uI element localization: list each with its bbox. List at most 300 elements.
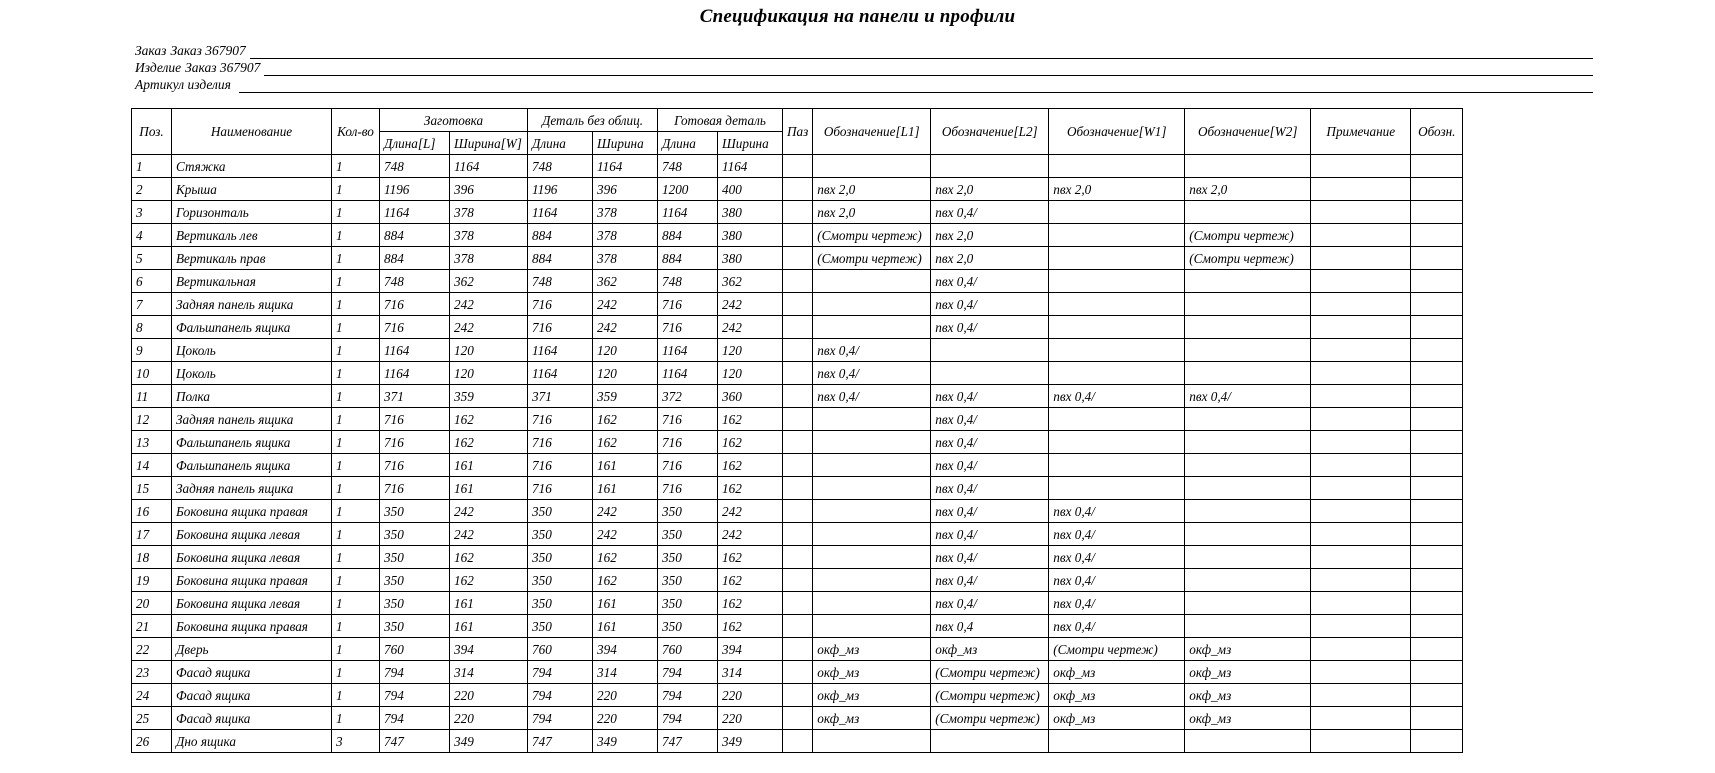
table-cell: 716 bbox=[380, 477, 450, 500]
table-cell: пвх 0,4/ bbox=[931, 316, 1049, 339]
table-cell bbox=[1185, 362, 1311, 385]
table-row bbox=[132, 707, 1463, 730]
table-cell bbox=[1049, 224, 1185, 247]
table-row bbox=[132, 730, 1463, 753]
table-cell bbox=[783, 155, 813, 178]
table-cell: 7 bbox=[132, 293, 172, 316]
table-cell: 5 bbox=[132, 247, 172, 270]
table-cell bbox=[1311, 431, 1411, 454]
table-cell: 162 bbox=[450, 431, 528, 454]
header-field-order bbox=[135, 42, 1593, 59]
table-cell: 242 bbox=[593, 500, 658, 523]
table-cell: 1164 bbox=[718, 155, 783, 178]
table-cell bbox=[1049, 316, 1185, 339]
table-cell: окф_мз bbox=[1185, 661, 1311, 684]
header-field-article bbox=[135, 76, 1593, 93]
table-cell bbox=[1311, 500, 1411, 523]
table-cell bbox=[813, 523, 931, 546]
table-cell bbox=[1311, 178, 1411, 201]
table-cell: 884 bbox=[658, 247, 718, 270]
table-cell bbox=[1311, 546, 1411, 569]
table-cell: 242 bbox=[450, 523, 528, 546]
table-row bbox=[132, 385, 1463, 408]
table-cell: 25 bbox=[132, 707, 172, 730]
table-cell: 350 bbox=[528, 569, 593, 592]
table-cell bbox=[1049, 431, 1185, 454]
table-cell bbox=[1311, 569, 1411, 592]
table-cell: 1 bbox=[332, 339, 380, 362]
table-cell: 394 bbox=[718, 638, 783, 661]
table-cell: 1 bbox=[332, 615, 380, 638]
table-cell: 162 bbox=[718, 569, 783, 592]
table-cell bbox=[1411, 293, 1463, 316]
table-cell bbox=[1411, 546, 1463, 569]
table-cell: окф_мз bbox=[1049, 661, 1185, 684]
table-cell bbox=[783, 707, 813, 730]
table-cell: 1200 bbox=[658, 178, 718, 201]
table-cell: 161 bbox=[450, 454, 528, 477]
table-cell bbox=[1049, 201, 1185, 224]
table-cell: окф_мз bbox=[1049, 707, 1185, 730]
table-cell bbox=[1311, 247, 1411, 270]
table-cell: 794 bbox=[380, 661, 450, 684]
table-cell: 350 bbox=[380, 592, 450, 615]
table-cell: Задняя панель ящика bbox=[172, 408, 332, 431]
table-cell: 716 bbox=[380, 408, 450, 431]
table-cell: окф_мз bbox=[931, 638, 1049, 661]
table-row bbox=[132, 408, 1463, 431]
table-cell: 716 bbox=[658, 293, 718, 316]
table-cell bbox=[931, 155, 1049, 178]
table-cell: 242 bbox=[718, 500, 783, 523]
table-cell bbox=[1185, 431, 1311, 454]
table-cell: 716 bbox=[528, 431, 593, 454]
table-cell: 242 bbox=[593, 523, 658, 546]
table-cell: 748 bbox=[528, 155, 593, 178]
table-cell bbox=[1311, 454, 1411, 477]
table-cell: 120 bbox=[718, 362, 783, 385]
table-cell: 1164 bbox=[593, 155, 658, 178]
table-cell: 372 bbox=[658, 385, 718, 408]
table-cell: пвх 0,4/ bbox=[1049, 592, 1185, 615]
table-cell: 394 bbox=[593, 638, 658, 661]
table-cell: 120 bbox=[450, 339, 528, 362]
table-cell: 794 bbox=[528, 707, 593, 730]
header-label-article: Артикул изделия bbox=[135, 77, 231, 92]
table-row bbox=[132, 684, 1463, 707]
table-cell: 1 bbox=[332, 270, 380, 293]
table-cell: 1 bbox=[332, 477, 380, 500]
table-cell bbox=[783, 247, 813, 270]
table-cell: 362 bbox=[593, 270, 658, 293]
table-cell: 161 bbox=[593, 477, 658, 500]
table-cell: 314 bbox=[718, 661, 783, 684]
table-cell: пвх 0,4/ bbox=[1049, 615, 1185, 638]
table-cell: 794 bbox=[658, 661, 718, 684]
table-cell: 760 bbox=[528, 638, 593, 661]
table-cell: 8 bbox=[132, 316, 172, 339]
table-cell: 1 bbox=[332, 155, 380, 178]
table-row bbox=[132, 339, 1463, 362]
col-header-gotovaya-length: Длина bbox=[658, 132, 718, 155]
col-header-paz: Паз bbox=[783, 109, 813, 155]
table-cell bbox=[1411, 500, 1463, 523]
table-cell: 350 bbox=[658, 500, 718, 523]
table-cell bbox=[1411, 224, 1463, 247]
table-cell: 13 bbox=[132, 431, 172, 454]
table-cell: 747 bbox=[528, 730, 593, 753]
table-cell: 162 bbox=[718, 454, 783, 477]
table-cell: 747 bbox=[658, 730, 718, 753]
table-cell bbox=[1411, 684, 1463, 707]
table-cell bbox=[1049, 477, 1185, 500]
table-row bbox=[132, 500, 1463, 523]
table-cell bbox=[1411, 615, 1463, 638]
table-cell: 1 bbox=[332, 454, 380, 477]
table-cell: (Смотри чертеж) bbox=[931, 684, 1049, 707]
table-cell: Фальшпанель ящика bbox=[172, 454, 332, 477]
table-row bbox=[132, 293, 1463, 316]
table-cell bbox=[783, 454, 813, 477]
table-cell: 1164 bbox=[380, 339, 450, 362]
table-cell: 350 bbox=[380, 523, 450, 546]
table-cell: 349 bbox=[593, 730, 658, 753]
table-cell: 716 bbox=[658, 316, 718, 339]
table-row bbox=[132, 201, 1463, 224]
header-rule-product bbox=[264, 62, 1593, 76]
table-cell bbox=[1185, 546, 1311, 569]
table-cell bbox=[1411, 730, 1463, 753]
table-cell: 162 bbox=[593, 408, 658, 431]
table-cell bbox=[1411, 592, 1463, 615]
table-cell: 349 bbox=[450, 730, 528, 753]
table-cell: 14 bbox=[132, 454, 172, 477]
table-cell: 1 bbox=[332, 385, 380, 408]
col-header-l2: Обозначение[L2] bbox=[931, 109, 1049, 155]
table-cell: пвх 0,4/ bbox=[931, 385, 1049, 408]
table-cell: пвх 0,4/ bbox=[1049, 523, 1185, 546]
table-cell: 716 bbox=[380, 454, 450, 477]
table-header-group-row bbox=[132, 109, 1463, 132]
table-cell: 350 bbox=[380, 500, 450, 523]
table-row bbox=[132, 523, 1463, 546]
table-cell: 1 bbox=[332, 500, 380, 523]
table-cell: 9 bbox=[132, 339, 172, 362]
table-cell: 1 bbox=[332, 178, 380, 201]
table-cell: 716 bbox=[380, 293, 450, 316]
table-cell: 21 bbox=[132, 615, 172, 638]
table-cell: 1164 bbox=[528, 339, 593, 362]
table-cell bbox=[1411, 201, 1463, 224]
table-cell: 362 bbox=[718, 270, 783, 293]
table-cell: пвх 2,0 bbox=[931, 178, 1049, 201]
col-header-pos: Поз. bbox=[132, 109, 172, 155]
table-cell: пвх 0,4/ bbox=[1185, 385, 1311, 408]
table-cell: 24 bbox=[132, 684, 172, 707]
table-cell: пвх 0,4/ bbox=[931, 270, 1049, 293]
header-value-product: Заказ 367907 bbox=[185, 60, 261, 75]
col-header-detal-length: Длина bbox=[528, 132, 593, 155]
table-cell: 748 bbox=[658, 155, 718, 178]
table-cell: Боковина ящика правая bbox=[172, 615, 332, 638]
table-row bbox=[132, 592, 1463, 615]
table-cell: пвх 2,0 bbox=[1049, 178, 1185, 201]
table-cell: 350 bbox=[528, 523, 593, 546]
table-cell bbox=[783, 408, 813, 431]
table-cell bbox=[813, 500, 931, 523]
table-cell: 350 bbox=[380, 615, 450, 638]
table-cell: 1 bbox=[332, 707, 380, 730]
table-cell: Боковина ящика правая bbox=[172, 500, 332, 523]
table-cell: 11 bbox=[132, 385, 172, 408]
table-cell bbox=[783, 500, 813, 523]
table-cell bbox=[813, 546, 931, 569]
table-row bbox=[132, 178, 1463, 201]
col-header-name: Наименование bbox=[172, 109, 332, 155]
table-cell: (Смотри чертеж) bbox=[1049, 638, 1185, 661]
table-row bbox=[132, 661, 1463, 684]
table-cell: Боковина ящика правая bbox=[172, 569, 332, 592]
group-header-detal-bez-oblic: Деталь без облиц. bbox=[528, 109, 658, 132]
table-cell bbox=[1049, 293, 1185, 316]
table-cell bbox=[1049, 730, 1185, 753]
table-cell: (Смотри чертеж) bbox=[1185, 247, 1311, 270]
table-cell: 747 bbox=[380, 730, 450, 753]
table-cell: пвх 0,4/ bbox=[931, 201, 1049, 224]
table-cell bbox=[783, 385, 813, 408]
table-cell bbox=[1311, 270, 1411, 293]
table-cell: Задняя панель ящика bbox=[172, 293, 332, 316]
table-cell: 359 bbox=[450, 385, 528, 408]
table-cell bbox=[813, 477, 931, 500]
table-cell: 314 bbox=[593, 661, 658, 684]
header-rule-article bbox=[239, 79, 1593, 93]
table-cell: Цоколь bbox=[172, 339, 332, 362]
table-cell bbox=[1185, 270, 1311, 293]
table-cell: Фальшпанель ящика bbox=[172, 431, 332, 454]
table-cell bbox=[813, 155, 931, 178]
table-cell: 162 bbox=[718, 546, 783, 569]
table-cell: Фасад ящика bbox=[172, 684, 332, 707]
table-cell: 1 bbox=[332, 362, 380, 385]
table-cell bbox=[1411, 523, 1463, 546]
table-cell: (Смотри чертеж) bbox=[813, 247, 931, 270]
table-cell: 18 bbox=[132, 546, 172, 569]
table-cell: Вертикаль прав bbox=[172, 247, 332, 270]
table-cell: 350 bbox=[658, 569, 718, 592]
table-cell bbox=[813, 316, 931, 339]
header-field-product bbox=[135, 59, 1593, 76]
table-cell: 716 bbox=[528, 477, 593, 500]
table-cell bbox=[931, 362, 1049, 385]
table-cell: пвх 0,4/ bbox=[931, 592, 1049, 615]
col-header-l1: Обозначение[L1] bbox=[813, 109, 931, 155]
table-cell: 716 bbox=[528, 454, 593, 477]
table-cell bbox=[783, 684, 813, 707]
table-cell: 380 bbox=[718, 247, 783, 270]
table-cell: 362 bbox=[450, 270, 528, 293]
table-cell: Фальшпанель ящика bbox=[172, 316, 332, 339]
table-cell: пвх 2,0 bbox=[813, 178, 931, 201]
table-cell: 120 bbox=[718, 339, 783, 362]
table-cell bbox=[813, 592, 931, 615]
table-cell: 242 bbox=[450, 316, 528, 339]
table-cell: 220 bbox=[593, 707, 658, 730]
table-cell: 349 bbox=[718, 730, 783, 753]
table-cell: пвх 0,4 bbox=[931, 615, 1049, 638]
table-row bbox=[132, 155, 1463, 178]
table-cell bbox=[783, 362, 813, 385]
table-cell: Цоколь bbox=[172, 362, 332, 385]
table-cell: 242 bbox=[718, 523, 783, 546]
table-cell: пвх 0,4/ bbox=[931, 523, 1049, 546]
table-cell: 162 bbox=[450, 569, 528, 592]
table-cell: Вертикаль лев bbox=[172, 224, 332, 247]
table-cell bbox=[1411, 316, 1463, 339]
table-cell: 794 bbox=[380, 707, 450, 730]
table-row bbox=[132, 477, 1463, 500]
table-cell: пвх 0,4/ bbox=[1049, 569, 1185, 592]
table-cell: 2 bbox=[132, 178, 172, 201]
table-cell bbox=[1411, 454, 1463, 477]
table-cell: 1 bbox=[132, 155, 172, 178]
table-cell: 1 bbox=[332, 638, 380, 661]
table-cell: 1164 bbox=[658, 362, 718, 385]
table-cell: 1164 bbox=[380, 201, 450, 224]
table-row bbox=[132, 569, 1463, 592]
table-cell bbox=[1185, 339, 1311, 362]
table-head bbox=[132, 109, 1463, 155]
table-cell bbox=[1185, 408, 1311, 431]
table-cell: 794 bbox=[658, 707, 718, 730]
col-header-obozn: Обозн. bbox=[1411, 109, 1463, 155]
table-cell bbox=[783, 638, 813, 661]
table-row bbox=[132, 270, 1463, 293]
table-cell: Фасад ящика bbox=[172, 661, 332, 684]
table-cell: 3 bbox=[332, 730, 380, 753]
table-cell bbox=[1411, 247, 1463, 270]
table-cell bbox=[1049, 155, 1185, 178]
table-cell: 1 bbox=[332, 408, 380, 431]
table-cell bbox=[1411, 362, 1463, 385]
table-cell: Стяжка bbox=[172, 155, 332, 178]
table-cell: 220 bbox=[450, 707, 528, 730]
table-cell: 161 bbox=[450, 615, 528, 638]
table-cell: 242 bbox=[593, 316, 658, 339]
group-header-gotovaya-detal: Готовая деталь bbox=[658, 109, 783, 132]
table-cell bbox=[1311, 684, 1411, 707]
table-cell bbox=[1311, 477, 1411, 500]
table-cell: пвх 0,4/ bbox=[931, 431, 1049, 454]
table-cell: 378 bbox=[450, 201, 528, 224]
table-cell bbox=[783, 546, 813, 569]
table-cell: 371 bbox=[380, 385, 450, 408]
table-cell bbox=[813, 431, 931, 454]
table-cell bbox=[1185, 155, 1311, 178]
table-cell: 1164 bbox=[658, 201, 718, 224]
table-cell: Дно ящика bbox=[172, 730, 332, 753]
table-cell bbox=[1311, 339, 1411, 362]
table-cell: Боковина ящика левая bbox=[172, 592, 332, 615]
table-cell: 314 bbox=[450, 661, 528, 684]
col-header-note: Примечание bbox=[1311, 109, 1411, 155]
table-cell bbox=[1185, 454, 1311, 477]
table-cell: 716 bbox=[658, 477, 718, 500]
table-cell bbox=[1185, 523, 1311, 546]
header-label-product: Изделие bbox=[135, 60, 182, 75]
table-cell bbox=[783, 224, 813, 247]
table-cell: (Смотри чертеж) bbox=[931, 707, 1049, 730]
table-cell bbox=[1311, 592, 1411, 615]
table-cell: пвх 2,0 bbox=[813, 201, 931, 224]
table-cell bbox=[783, 730, 813, 753]
table-cell: 161 bbox=[593, 592, 658, 615]
col-header-qty: Кол-во bbox=[332, 109, 380, 155]
table-cell bbox=[1411, 661, 1463, 684]
table-cell: 10 bbox=[132, 362, 172, 385]
table-cell: 716 bbox=[528, 408, 593, 431]
table-cell: пвх 0,4/ bbox=[813, 339, 931, 362]
table-cell: 1 bbox=[332, 224, 380, 247]
col-header-zagotovka-length: Длина[L] bbox=[380, 132, 450, 155]
table-cell: 394 bbox=[450, 638, 528, 661]
table-cell: 162 bbox=[593, 569, 658, 592]
table-cell: 716 bbox=[658, 408, 718, 431]
table-row bbox=[132, 638, 1463, 661]
col-header-w1: Обозначение[W1] bbox=[1049, 109, 1185, 155]
table-cell: пвх 0,4/ bbox=[813, 362, 931, 385]
table-cell: 884 bbox=[658, 224, 718, 247]
table-cell: (Смотри чертеж) bbox=[813, 224, 931, 247]
table-cell: 378 bbox=[593, 247, 658, 270]
table-cell bbox=[1049, 339, 1185, 362]
table-cell bbox=[783, 569, 813, 592]
table-cell bbox=[783, 316, 813, 339]
table-cell: Крыша bbox=[172, 178, 332, 201]
table-cell: 1 bbox=[332, 661, 380, 684]
table-row bbox=[132, 224, 1463, 247]
table-cell bbox=[1411, 431, 1463, 454]
table-cell: 6 bbox=[132, 270, 172, 293]
table-cell bbox=[783, 270, 813, 293]
table-cell bbox=[1311, 362, 1411, 385]
table-cell bbox=[783, 293, 813, 316]
table-cell: 3 bbox=[132, 201, 172, 224]
table-cell: 378 bbox=[450, 224, 528, 247]
table-cell: 1 bbox=[332, 293, 380, 316]
table-cell bbox=[1185, 592, 1311, 615]
table-cell: (Смотри чертеж) bbox=[931, 661, 1049, 684]
header-fields bbox=[0, 42, 1715, 93]
table-cell bbox=[1049, 362, 1185, 385]
table-cell bbox=[1185, 293, 1311, 316]
table-cell: 716 bbox=[658, 454, 718, 477]
table-cell: 1164 bbox=[658, 339, 718, 362]
table-cell bbox=[1311, 638, 1411, 661]
table-cell: 350 bbox=[528, 615, 593, 638]
table-cell: 794 bbox=[528, 661, 593, 684]
table-cell: 16 bbox=[132, 500, 172, 523]
table-cell: пвх 0,4/ bbox=[931, 477, 1049, 500]
table-cell bbox=[1411, 707, 1463, 730]
table-cell: Боковина ящика левая bbox=[172, 546, 332, 569]
table-cell bbox=[1311, 316, 1411, 339]
table-cell bbox=[1185, 569, 1311, 592]
table-cell: окф_мз bbox=[1185, 684, 1311, 707]
table-cell: 760 bbox=[658, 638, 718, 661]
table-cell: 161 bbox=[593, 454, 658, 477]
table-cell: 884 bbox=[380, 224, 450, 247]
